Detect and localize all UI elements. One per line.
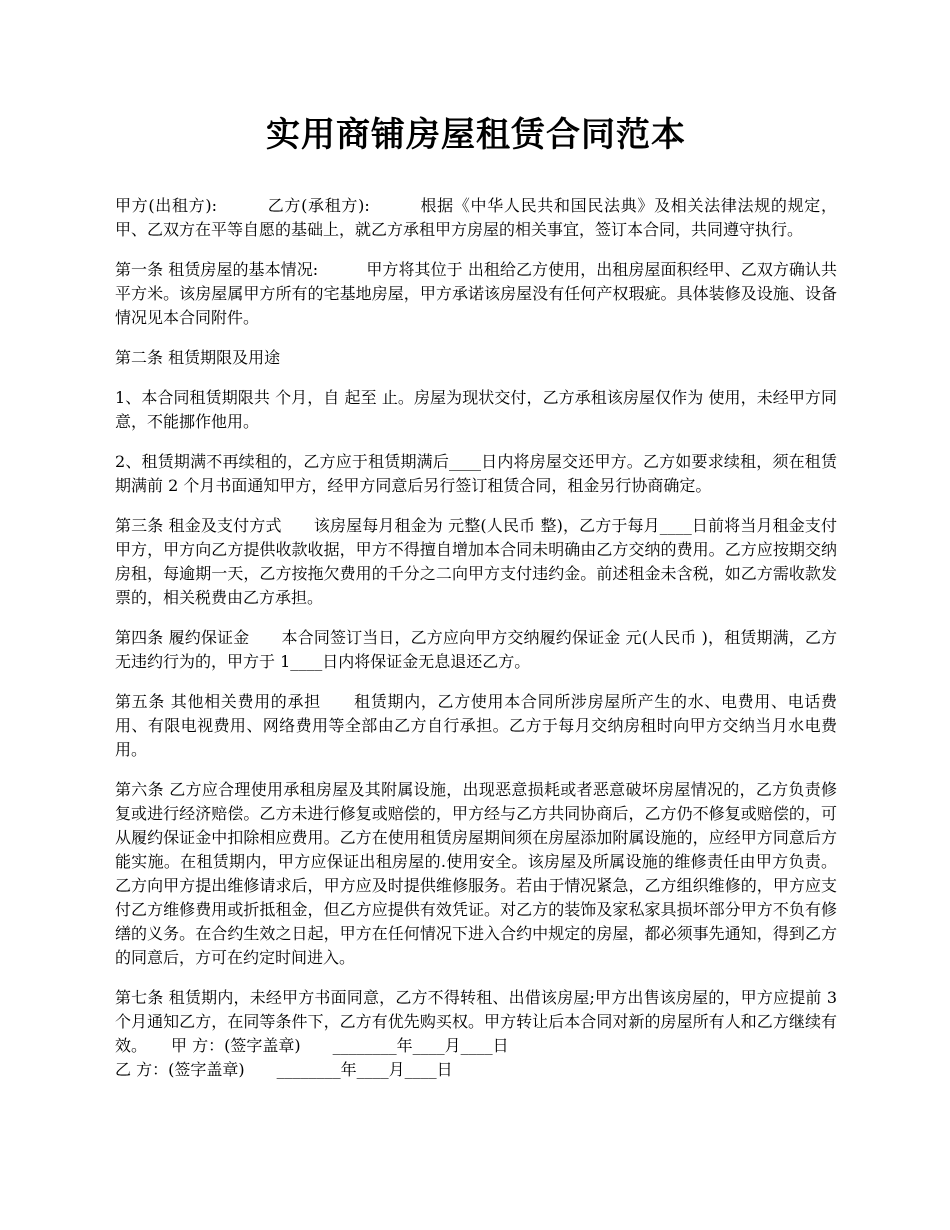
article-2-clause-2: 2、租赁期满不再续租的，乙方应于租赁期满后____日内将房屋交还甲方。乙方如要求续租，须在租赁期满前 2 个月书面通知甲方，经甲方同意后另行签订租赁合同，租金另行协商确定。 xyxy=(115,452,837,495)
preamble-paragraph: 甲方(出租方): 乙方(承租方): 根据《中华人民共和国民法典》及相关法律法规的规定，甲、乙双方在平等自愿的基础上，就乙方承租甲方房屋的相关事宜，签订本合同，共同遵守执行。 xyxy=(115,196,837,239)
article-3-paragraph: 第三条 租金及支付方式 该房屋每月租金为 元整(人民币 整)，乙方于每月____日前将当月租金支付甲方，甲方向乙方提供收款收据，甲方不得擅自增加本合同未明确由乙方交纳的费用。乙方应按期交纳房租，每逾期一天，乙方按拖欠费用的千分之二向甲方支付违约金。前述租金未含税，如乙方需收款发票的，相关税费由乙方承担。 xyxy=(115,516,837,607)
article-4-paragraph: 第四条 履约保证金 本合同签订当日，乙方应向甲方交纳履约保证金 元(人民币 )，租赁期满，乙方无违约行为的，甲方于 1____日内将保证金无息退还乙方。 xyxy=(115,628,837,671)
article-2-clause-1: 1、本合同租赁期限共 个月，自 起至 止。房屋为现状交付，乙方承租该房屋仅作为 使用，未经甲方同意，不能挪作他用。 xyxy=(115,388,837,431)
article-1-paragraph: 第一条 租赁房屋的基本情况: 甲方将其位于 出租给乙方使用，出租房屋面积经甲、乙双方确认共 平方米。该房屋属甲方所有的宅基地房屋，甲方承诺该房屋没有任何产权瑕疵。具体装修及设施、设备情况见本合同附件。 xyxy=(115,260,837,327)
article-2-heading: 第二条 租赁期限及用途 xyxy=(115,348,281,367)
document-page xyxy=(115,110,837,1082)
article-7-paragraph: 第七条 租赁期内，未经甲方书面同意，乙方不得转租、出借该房屋;甲方出售该房屋的，甲方应提前 3 个月通知乙方，在同等条件下，乙方有优先购买权。甲方转让后本合同对新的房屋所有人和乙方继续有效。 甲 方：(签字盖章) ________年____月____日 xyxy=(115,988,837,1055)
article-6-paragraph: 第六条 乙方应合理使用承租房屋及其附属设施，出现恶意损耗或者恶意破坏房屋情况的，乙方负责修复或进行经济赔偿。乙方未进行修复或赔偿的，甲方经与乙方共同协商后，乙方仍不修复或赔偿的，可从履约保证金中扣除相应费用。乙方在使用租赁房屋期间须在房屋添加附属设施的，应经甲方同意后方能实施。在租赁期内，甲方应保证出租房屋的.使用安全。该房屋及所属设施的维修责任由甲方负责。乙方向甲方提出维修请求后，甲方应及时提供维修服务。若由于情况紧急，乙方组织维修的，甲方应支付乙方维修费用或折抵租金，但乙方应提供有效凭证。对乙方的装饰及家私家具损坏部分甲方不负有修缮的义务。在合约生效之日起，甲方在任何情况下进入合约中规定的房屋，都必须事先通知，得到乙方的同意后，方可在约定时间进入。 xyxy=(115,780,837,967)
document-title: 实用商铺房屋租赁合同范本 xyxy=(266,115,686,155)
party-b-signature-line: 乙 方：(签字盖章) ________年____月____日 xyxy=(115,1060,453,1079)
article-5-paragraph: 第五条 其他相关费用的承担 租赁期内，乙方使用本合同所涉房屋所产生的水、电费用、电话费用、有限电视费用、网络费用等全部由乙方自行承担。乙方于每月交纳房租时向甲方交纳当月水电费用。 xyxy=(115,692,837,759)
